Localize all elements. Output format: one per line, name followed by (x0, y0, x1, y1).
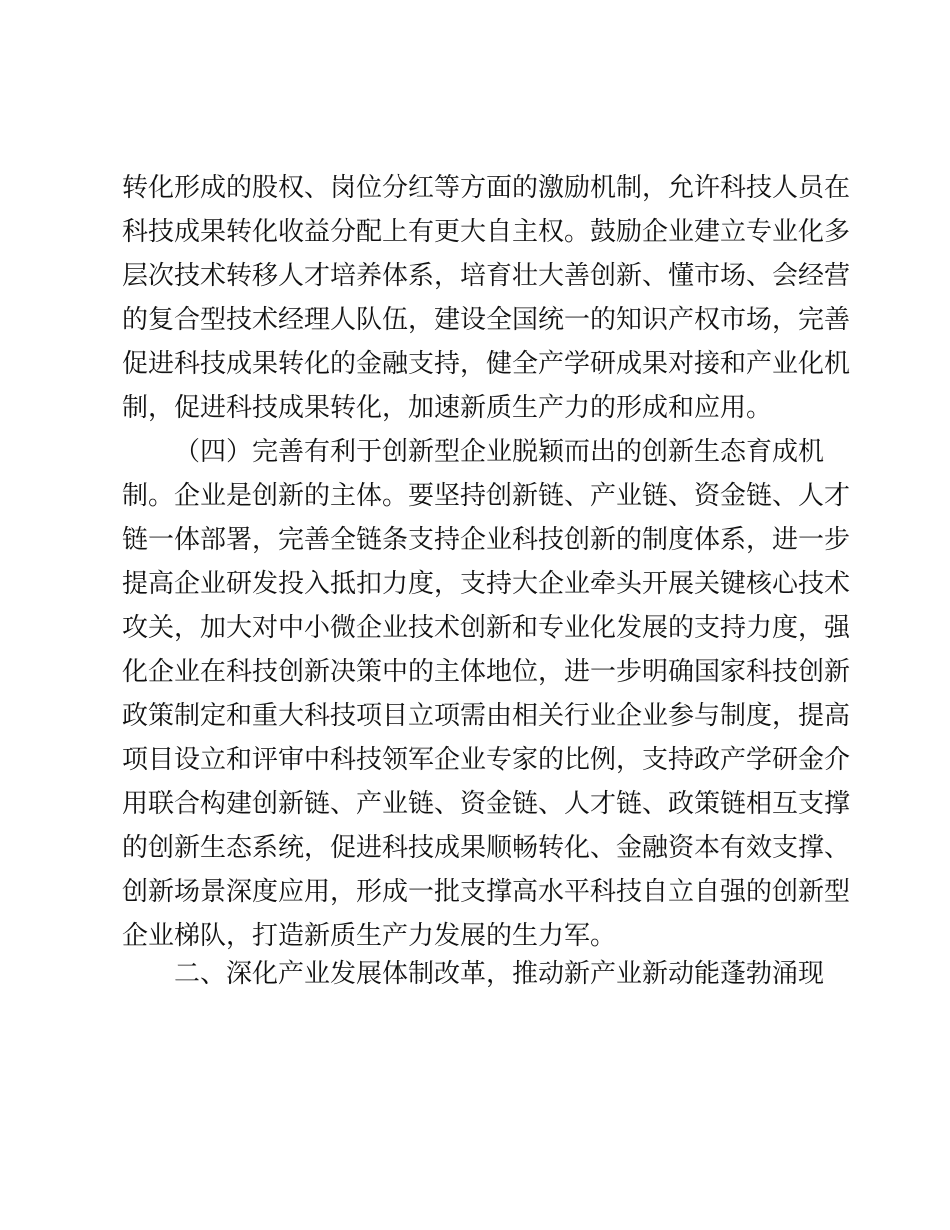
section-heading: 二、深化产业发展体制改革，推动新产业新动能蓬勃涌现 (174, 959, 825, 989)
text-line: 政策制定和重大科技项目立项需由相关行业企业参与制度，提高 (122, 701, 851, 731)
text-line: 层次技术转移人才培养体系，培育壮大善创新、懂市场、会经营 (122, 261, 851, 291)
text-line: 用联合构建创新链、产业链、资金链、人才链、政策链相互支撑 (122, 789, 851, 819)
text-line: 制。企业是创新的主体。要坚持创新链、产业链、资金链、人才 (122, 481, 851, 511)
text-line: 化企业在科技创新决策中的主体地位，进一步明确国家科技创新 (122, 657, 851, 687)
text-line: 创新场景深度应用，形成一批支撑高水平科技自立自强的创新型 (122, 877, 851, 907)
text-line: 制，促进科技成果转化，加速新质生产力的形成和应用。 (122, 393, 773, 423)
text-line: 项目设立和评审中科技领军企业专家的比例，支持政产学研金介 (122, 745, 851, 775)
text-line: 科技成果转化收益分配上有更大自主权。鼓励企业建立专业化多 (122, 217, 851, 247)
section-subheading-line: （四）完善有利于创新型企业脱颖而出的创新生态育成机 (174, 437, 825, 467)
text-line: 企业梯队，打造新质生产力发展的生力军。 (122, 921, 617, 951)
text-line: 的复合型技术经理人队伍，建设全国统一的知识产权市场，完善 (122, 305, 851, 335)
text-line: 攻关，加大对中小微企业技术创新和专业化发展的支持力度，强 (122, 613, 851, 643)
text-line: 提高企业研发投入抵扣力度，支持大企业牵头开展关键核心技术 (122, 569, 851, 599)
text-line: 促进科技成果转化的金融支持，健全产学研成果对接和产业化机 (122, 349, 851, 379)
text-line: 转化形成的股权、岗位分红等方面的激励机制，允许科技人员在 (122, 173, 851, 203)
text-line: 的创新生态系统，促进科技成果顺畅转化、金融资本有效支撑、 (122, 833, 851, 863)
text-line: 链一体部署，完善全链条支持企业科技创新的制度体系，进一步 (122, 525, 851, 555)
